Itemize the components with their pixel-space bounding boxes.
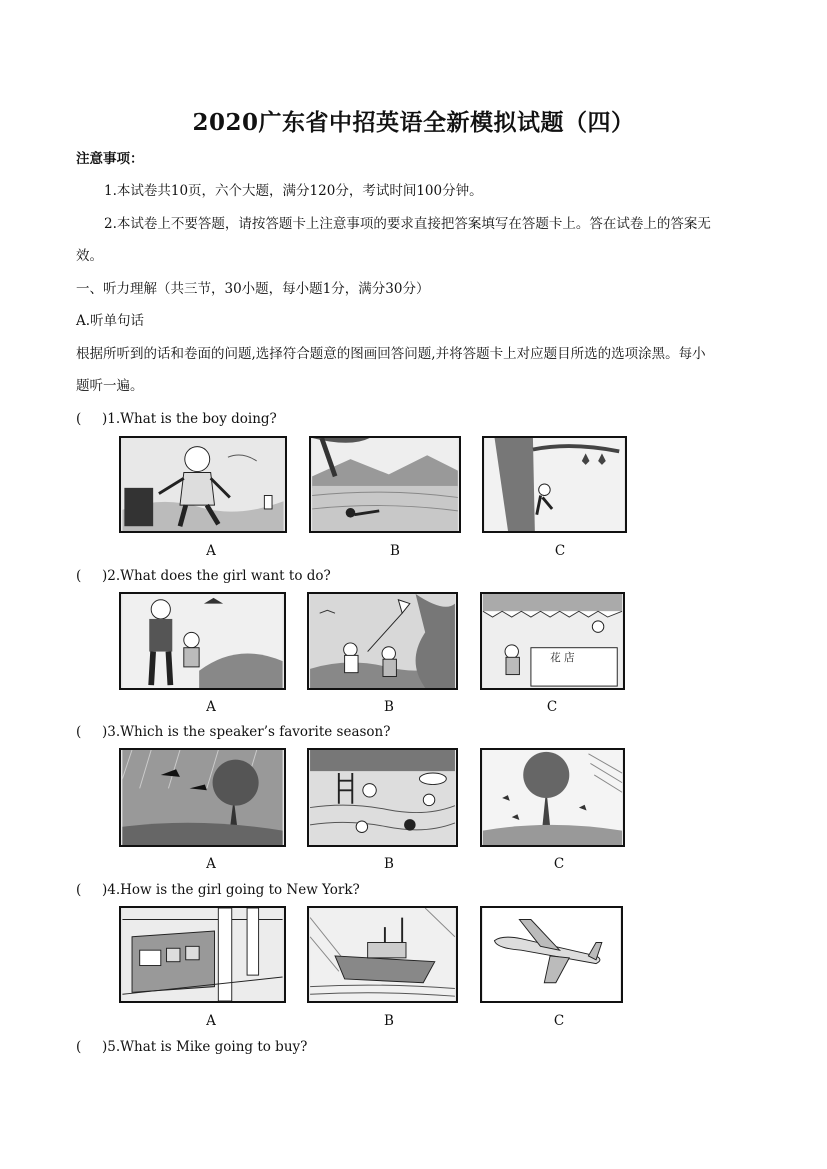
ship-picture (307, 906, 458, 1003)
children-flying-kite-picture (307, 592, 458, 690)
option-label: C (553, 856, 565, 872)
option-label: C (546, 699, 558, 715)
question-1-paren: ( (76, 411, 82, 427)
question-5-text: )5.What is Mike going to buy? (102, 1039, 308, 1055)
notes-heading: 注意事项： (76, 151, 144, 167)
option-label: C (554, 543, 566, 559)
option-label: A (206, 1013, 216, 1029)
notes-item-2-cont: 效。 (76, 248, 103, 264)
option-label: B (384, 1013, 394, 1029)
question-4-paren: ( (76, 882, 82, 898)
option-label: A (206, 543, 216, 559)
notes-item-1: 1.本试卷共10页，六个大题，满分120分，考试时间100分钟。 (104, 183, 483, 199)
question-1-text: )1.What is the boy doing? (102, 411, 277, 427)
rainy-windy-picture (119, 748, 286, 847)
swimming-pool-picture (307, 748, 458, 847)
part-a-heading: A.听单句话 (76, 313, 145, 329)
option-label: A (206, 856, 216, 872)
question-2-text: )2.What does the girl want to do? (102, 568, 331, 584)
question-2-paren: ( (76, 568, 82, 584)
instruction-text-cont: 题听一遍。 (76, 378, 144, 394)
option-label: B (390, 543, 400, 559)
boy-swimming-river-picture (309, 436, 461, 533)
option-label: C (553, 1013, 565, 1029)
option-label: B (384, 699, 394, 715)
airplane-picture (480, 906, 623, 1003)
train-station-picture (119, 906, 286, 1003)
option-label: A (206, 699, 216, 715)
boy-walking-littering-picture (119, 436, 287, 533)
boy-climbing-tree-picture (482, 436, 627, 533)
flower-shop-picture (480, 592, 625, 690)
section-heading: 一、听力理解（共三节，30小题，每小题1分，满分30分） (76, 281, 430, 297)
notes-item-2: 2.本试卷上不要答题，请按答题卡上注意事项的要求直接把答案填写在答题卡上。答在试卷上的答案无 (104, 216, 711, 232)
option-label: B (384, 856, 394, 872)
question-5-paren: ( (76, 1039, 82, 1055)
instruction-text: 根据所听到的话和卷面的问题,选择符合题意的图画回答问题,并将答题卡上对应题目所选的选项涂黑。每小 (76, 346, 706, 362)
page-title: 2020广东省中招英语全新模拟试题（四） (192, 109, 635, 136)
autumn-tree-picture (480, 748, 625, 847)
question-4-text: )4.How is the girl going to New York? (102, 882, 360, 898)
question-3-paren: ( (76, 724, 82, 740)
mother-girl-flowers-picture (119, 592, 286, 690)
question-3-text: )3.Which is the speaker’s favorite season? (102, 724, 391, 740)
svg-text:花 店: 花 店 (550, 652, 575, 665)
